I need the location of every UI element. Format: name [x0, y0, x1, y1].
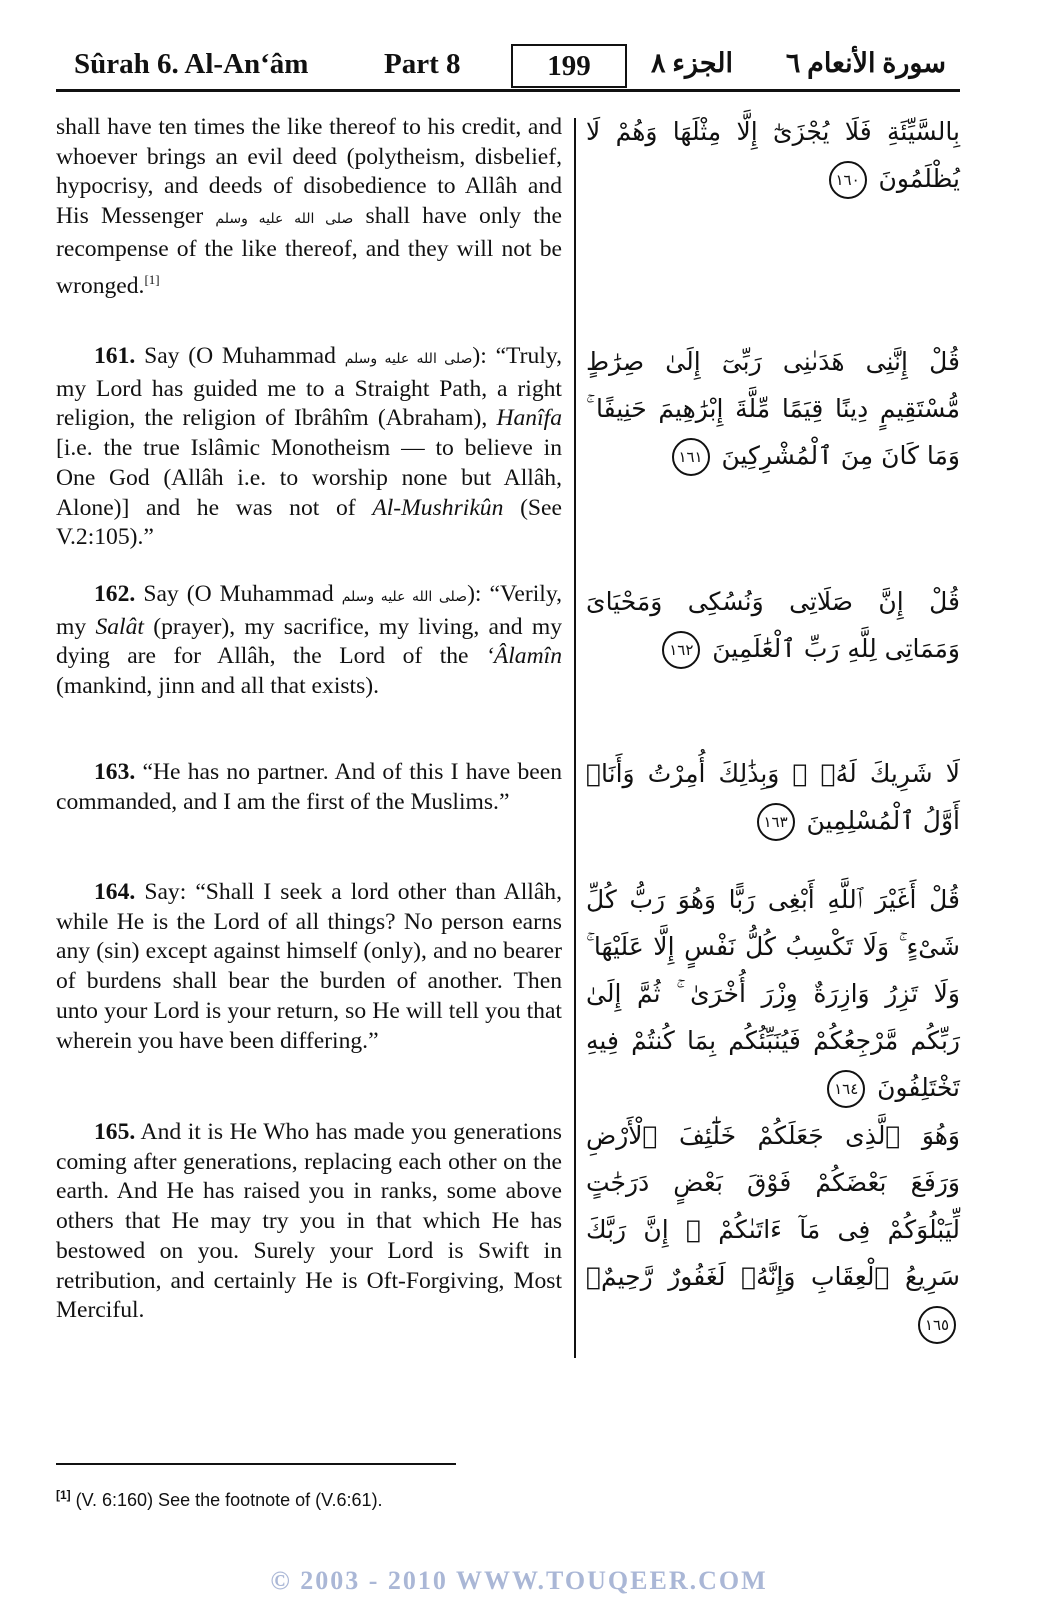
verse-text: [i.e. the true Islâmic Monotheism — to believe in One God (Allâh i.e. to worship none but Allâh, Alone)] and he was not of — [56, 435, 562, 521]
arabic-verse-text: قُلْ أَغَيْرَ ٱللَّهِ أَبْغِى رَبًّا وَهُوَ رَبُّ كُلِّ شَىْءٍ ۚ وَلَا تَكْسِبُ كُلُّ نَفْسٍ إِلَّا عَلَيْهَا ۚ وَلَا تَزِرُ وَازِرَةٌ وِزْرَ أُخْرَىٰ ۚ ثُمَّ إِلَىٰ رَبِّكُم مَّرْجِعُكُمْ فَيُنَبِّئُكُم بِمَا كُنتُمْ فِيهِ تَخْتَلِفُونَ — [586, 885, 960, 1102]
arabic-verse-text: وَهُوَ ٱلَّذِى جَعَلَكُمْ خَلَٰٓئِفَ ٱلْأَرْضِ وَرَفَعَ بَعْضَكُمْ فَوْقَ بَعْضٍ دَرَجَٰتٍ لِّيَبْلُوَكُمْ فِى مَآ ءَاتَىٰكُمْ ۗ إِنَّ رَبَّكَ سَرِيعُ ٱلْعِقَابِ وَإِنَّهُۥ لَغَفُورٌ رَّحِيمٌۢ — [586, 1121, 960, 1291]
salla-honorific: صلى الله عليه وسلم — [344, 351, 473, 367]
surah-title-english: Sûrah 6. Al-An‘âm — [74, 48, 309, 80]
verse-text: shall have ten times the like thereof to his credit, and whoever brings an evil deed (polytheism, disbelief, hypocrisy, and deeds of disobedience to Allâh and His Messenger — [56, 114, 562, 230]
ayah-number-marker: ١٦٠ — [829, 161, 867, 199]
verse-164-translation — [56, 878, 562, 1056]
verse-text: Say (O Muhammad — [135, 581, 342, 607]
ayah-number-marker: ١٦٣ — [757, 803, 795, 841]
arabic-verse-text: بِالسَّيِّئَةِ فَلَا يُجْزَىٰٓ إِلَّا مِثْلَهَا وَهُمْ لَا يُظْلَمُونَ — [586, 117, 960, 193]
part-label: Part 8 — [384, 48, 461, 80]
verse-160-translation — [56, 113, 562, 301]
page-number: 199 — [511, 44, 627, 88]
verse-text: shall have only the recompense of the like thereof, and they will not be wronged. — [56, 203, 563, 299]
verse-text: (prayer), my sacrifice, my living, and my dying are for Allâh, the Lord of the — [56, 613, 562, 670]
arabic-verse-text: قُلْ إِنَّ صَلَاتِى وَنُسُكِى وَمَحْيَاىَ وَمَمَاتِى لِلَّهِ رَبِّ ٱلْعَٰلَمِينَ — [586, 587, 960, 663]
verse-number: 162. — [94, 581, 136, 607]
footnote-marker: [1] — [56, 1488, 71, 1502]
verse-text: Say: “Shall I seek a lord other than Allâh, while He is the Lord of all things? No person earns any (sin) except against himself (only), and no bearer of burdens shall bear the burden of another. Then unto your Lord is your return, so He will tell you that wherein you have been differing.” — [56, 879, 562, 1054]
ayah-number-marker: ١٦٤ — [827, 1070, 865, 1108]
verse-162-arabic — [586, 578, 960, 672]
arabic-verse-text: لَا شَرِيكَ لَهُۥ ۖ وَبِذَٰلِكَ أُمِرْتُ وَأَنَا۠ أَوَّلُ ٱلْمُسْلِمِينَ — [586, 759, 960, 835]
verse-163-translation — [56, 758, 562, 817]
verse-160-arabic — [586, 108, 960, 202]
column-divider — [574, 118, 576, 1358]
verse-italic-term: ‘Âlamîn — [485, 643, 562, 670]
verse-number: 161. — [94, 343, 136, 369]
verse-number: 165. — [94, 1119, 136, 1145]
verse-text: ): “Verily, my — [56, 581, 562, 640]
verse-number: 163. — [94, 759, 136, 785]
verse-165-arabic — [586, 1112, 960, 1347]
salla-honorific: صلى الله عليه وسلم — [215, 211, 354, 228]
footnote-text: (V. 6:160) See the footnote of (V.6:61). — [70, 1490, 383, 1510]
footnote-reference: [1] — [144, 271, 160, 287]
footnote-rule — [56, 1463, 456, 1465]
verse-number: 164. — [94, 879, 136, 905]
verse-165-translation — [56, 1118, 562, 1326]
footnote — [56, 1488, 383, 1511]
verse-162-translation — [56, 580, 562, 702]
verse-italic-term: Al-Mushrikûn — [372, 494, 504, 521]
verse-163-arabic — [586, 750, 960, 844]
ayah-number-marker: ١٦١ — [672, 438, 710, 476]
arabic-verse-text: قُلْ إِنَّنِى هَدَىٰنِى رَبِّىٓ إِلَىٰ صِرَٰطٍ مُّسْتَقِيمٍ دِينًا قِيَمًا مِّلَّةَ إِبْرَٰهِيمَ حَنِيفًا ۚ وَمَا كَانَ مِنَ ٱلْمُشْرِكِينَ — [586, 347, 960, 470]
ayah-number-marker: ١٦٢ — [662, 631, 700, 669]
copyright-notice: © 2003 - 2010 WWW.TOUQEER.COM — [270, 1566, 768, 1595]
surah-title-arabic: سورة الأنعام ٦ — [785, 48, 946, 78]
verse-text: “He has no partner. And of this I have been commanded, and I am the first of the Muslims.” — [56, 759, 562, 815]
page-header — [56, 44, 960, 92]
verse-italic-term: Salât — [95, 613, 144, 640]
verse-161-arabic — [586, 338, 960, 479]
verse-text: (mankind, jinn and all that exists). — [56, 673, 380, 700]
header-rule — [56, 89, 960, 92]
verse-italic-term: Hanîfa — [496, 405, 562, 432]
verse-164-arabic — [586, 876, 960, 1111]
verse-text: And it is He Who has made you generations coming after generations, replacing each other on the earth. And He has raised you in ranks, some above others that He may try you in that which He has bestowed on you. Surely your Lord is Swift in retribution, and certainly He is Oft-Forgiving, Most Merciful. — [56, 1119, 562, 1324]
juz-label-arabic: الجزء ٨ — [651, 48, 734, 78]
ayah-number-marker: ١٦٥ — [918, 1306, 956, 1344]
verse-text: Say (O Muhammad — [135, 343, 345, 369]
verse-161-translation — [56, 342, 562, 553]
salla-honorific: صلى الله عليه وسلم — [341, 589, 468, 605]
verse-text: (See V.2:105).” — [56, 494, 562, 551]
verse-text: ): “Truly, my Lord has guided me to a Straight Path, a right religion, the religion of Ibrâhîm (Abraham), — [56, 343, 562, 432]
